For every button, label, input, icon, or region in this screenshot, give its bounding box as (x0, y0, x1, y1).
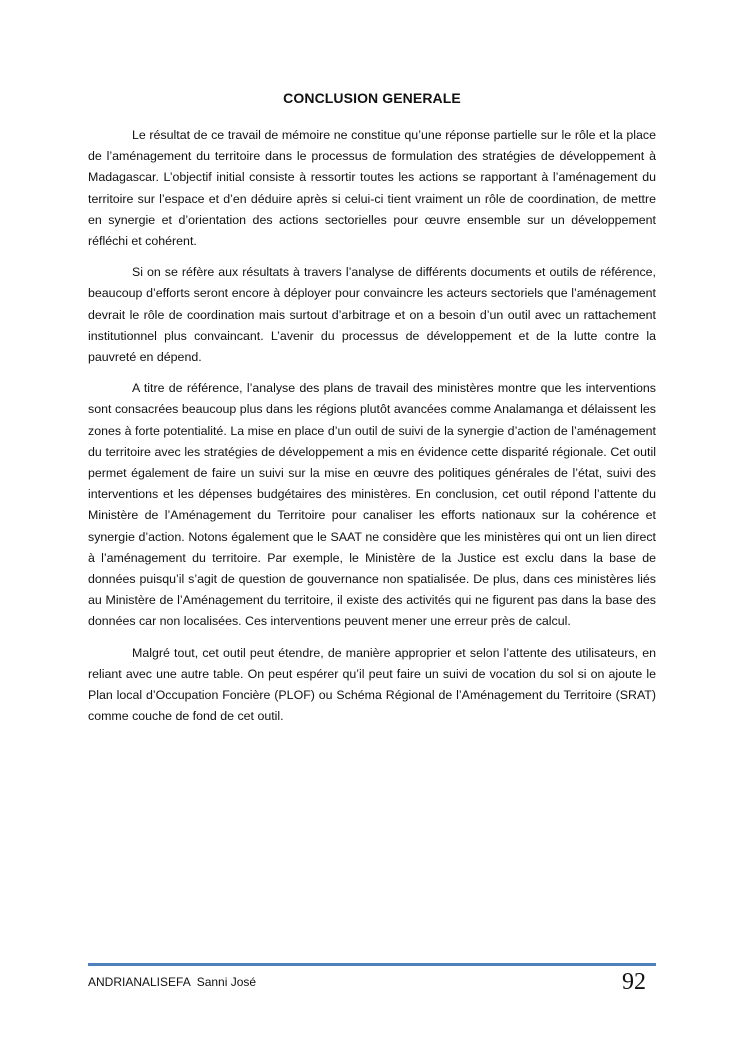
document-page (88, 0, 656, 1053)
paragraph-3: A titre de référence, l’analyse des plans de travail des ministères montre que les interventions sont consacrées beaucoup plus dans les régions plutôt avancées comme Analamanga et délaissent les zones à forte potentialité. La mise en place d’un outil de suivi de la synergie d’action de l’aménagement du territoire avec les stratégies de développement a mis en évidence cette disparité régionale. Cet outil permet également de faire un suivi sur la mise en œuvre des politiques générales de l’état, suivi des interventions et les dépenses budgétaires des ministères. En conclusion, cet outil répond l’attente du Ministère de l’Aménagement du Territoire pour canaliser les efforts nationaux sur la cohérence et synergie d’action. Notons également que le SAAT ne considère que les ministères qui ont un lien direct à l’aménagement du territoire. Par exemple, le Ministère de la Justice est exclu dans la base de données puisqu’il s’agit de question de gouvernance non spatialisée. De plus, dans ces ministères liés au Ministère de l’Aménagement du territoire, il existe des activités qui ne figurent pas dans la base des données car non localisées. Ces interventions peuvent mener une erreur près de calcul. (88, 381, 656, 629)
page-number: 92 (622, 969, 646, 995)
footer-divider (88, 963, 656, 966)
paragraph-4: Malgré tout, cet outil peut étendre, de manière approprier et selon l’attente des utilisateurs, en reliant avec une autre table. On peut espérer qu’il peut faire un suivi de vocation du sol si on ajoute le Plan local d’Occupation Foncière (PLOF) ou Schéma Régional de l’Aménagement du Territoire (SRAT) comme couche de fond de cet outil. (88, 645, 656, 724)
paragraph-2: Si on se réfère aux résultats à travers l’analyse de différents documents et outils de référence, beaucoup d’efforts seront encore à déployer pour convaincre les acteurs sectoriels que l’aménagement devrait le rôle de coordination mais surtout d’arbitrage et on a besoin d’un outil avec un rattachement institutionnel plus convaincant. L’avenir du processus de développement et de la lutte contre la pauvreté en dépend. (88, 265, 656, 365)
paragraph-1: Le résultat de ce travail de mémoire ne constitue qu’une réponse partielle sur le rôle et la place de l’aménagement du territoire dans le processus de formulation des stratégies de développement à Madagascar. L’objectif initial consiste à ressortir toutes les actions se rapportant à l’aménagement du territoire sur l’espace et d’en déduire après si celui-ci tient vraiment un rôle de coordination, de mettre en synergie et d’orientation des actions sectorielles pour œuvre ensemble sur un développement réfléchi et cohérent. (88, 128, 656, 249)
footer-author: ANDRIANALISEFA Sanni José (88, 975, 257, 989)
body-text (88, 125, 656, 737)
page-title: CONCLUSION GENERALE (283, 90, 461, 106)
